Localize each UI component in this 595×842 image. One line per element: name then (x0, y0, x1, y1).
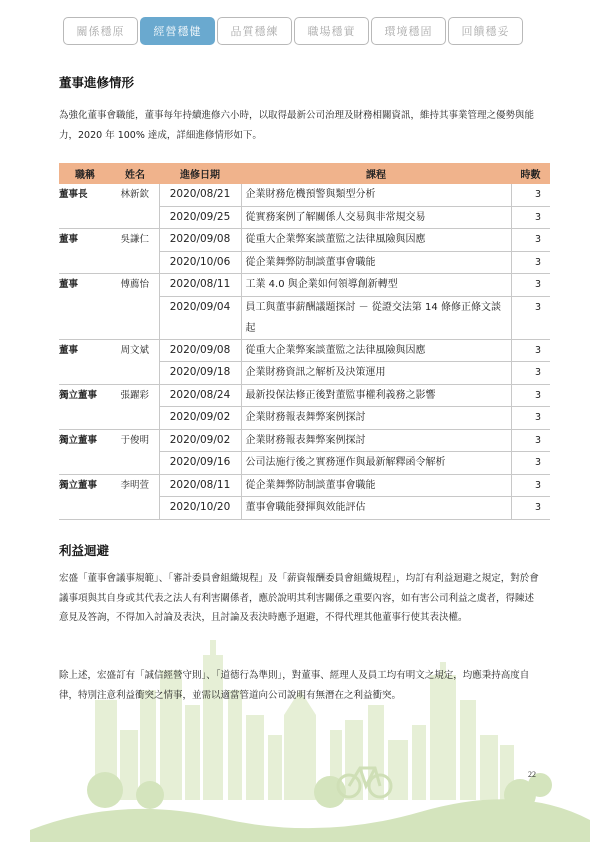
table-row (59, 407, 550, 430)
cell-course: 從重大企業弊案談董監之法律風險與因應 (241, 229, 511, 252)
cell-title (59, 497, 111, 520)
tab-operations[interactable]: 經營穩健 (140, 17, 215, 45)
table-row (59, 474, 550, 497)
cell-course: 企業財務報表舞弊案例探討 (241, 429, 511, 452)
cell-name: 吳謙仁 (111, 229, 159, 252)
cell-course: 公司法施行後之實務運作與最新解釋函令解析 (241, 452, 511, 475)
table-row (59, 274, 550, 297)
table-row (59, 497, 550, 520)
table-row (59, 429, 550, 452)
cell-date: 2020/09/04 (159, 296, 241, 339)
cell-hours: 3 (511, 296, 550, 339)
cell-date: 2020/08/21 (159, 184, 241, 206)
cell-title (59, 362, 111, 385)
cell-date: 2020/10/06 (159, 251, 241, 274)
cell-name (111, 497, 159, 520)
cell-name: 李明萱 (111, 474, 159, 497)
cell-hours: 3 (511, 206, 550, 229)
cell-name: 張躍彩 (111, 384, 159, 407)
cell-date: 2020/09/18 (159, 362, 241, 385)
tab-environment[interactable]: 環境穩固 (371, 17, 446, 45)
conflict-paragraph-1: 宏盛「董事會議事規範」、「審計委員會組織規程」及「薪資報酬委員會組織規程」，均訂有利益迴避之規定，對於會議事項與其自身或其代表之法人有利害關係者，應於說明其利害關係之重要內容，如有害公司利益之虞者，得陳述意見及答詢，不得加入討論及表決，且討論及表決時應予迴避，不得代理其他董事行使其表決權。 (59, 573, 539, 623)
cell-course: 企業財務危機預警與類型分析 (241, 184, 511, 206)
nav-tabs (63, 17, 523, 45)
cell-course: 從企業舞弊防制談董事會職能 (241, 474, 511, 497)
cell-name (111, 206, 159, 229)
cell-course: 員工與董事薪酬議題探討 － 從證交法第 14 條修正條文談起 (241, 296, 511, 339)
cell-name (111, 362, 159, 385)
cell-hours: 3 (511, 339, 550, 362)
cell-name (111, 407, 159, 430)
table-row (59, 251, 550, 274)
table-row (59, 184, 550, 206)
header-title: 職稱 (59, 163, 111, 184)
director-training-intro: 為強化董事會職能，董事每年持續進修六小時，以取得最新公司治理及財務相關資訊，維持其事業管理之優勢與能力，2020 年 100% 達成，詳細進修情形如下。 (59, 110, 535, 141)
table-row (59, 339, 550, 362)
cell-title: 董事 (59, 274, 111, 297)
cell-title: 獨立董事 (59, 429, 111, 452)
page-number: 22 (528, 770, 536, 779)
cell-course: 從實務案例了解關係人交易與非常規交易 (241, 206, 511, 229)
table-row (59, 206, 550, 229)
cell-hours: 3 (511, 497, 550, 520)
cell-date: 2020/09/02 (159, 429, 241, 452)
section-title-conflict-of-interest: 利益迴避 (59, 543, 110, 558)
cell-course: 工業 4.0 與企業如何領導創新轉型 (241, 274, 511, 297)
cell-course: 從重大企業弊案談董監之法律風險與因應 (241, 339, 511, 362)
tab-relations[interactable]: 關係穩原 (63, 17, 138, 45)
cell-date: 2020/08/24 (159, 384, 241, 407)
cell-date: 2020/08/11 (159, 474, 241, 497)
cell-title: 董事 (59, 339, 111, 362)
cell-title: 董事長 (59, 189, 88, 200)
cell-hours: 3 (511, 362, 550, 385)
cell-date: 2020/09/16 (159, 452, 241, 475)
section-title-director-training: 董事進修情形 (59, 75, 135, 90)
table-row (59, 296, 550, 339)
table-row (59, 362, 550, 385)
cell-name (111, 296, 159, 339)
conflict-paragraph-2: 除上述，宏盛訂有「誠信經營守則」、「道德行為準則」，對董事、經理人及員工均有明文之規定，均應秉持高度自律，特別注意利益衝突之情事，並需以適當管道向公司說明有無潛在之利益衝突。 (59, 670, 530, 701)
cell-course: 從企業舞弊防制談董事會職能 (241, 251, 511, 274)
cell-date: 2020/09/02 (159, 407, 241, 430)
cell-title (59, 452, 111, 475)
cell-name (111, 452, 159, 475)
cell-hours: 3 (511, 184, 550, 206)
cell-hours: 3 (511, 407, 550, 430)
cell-title: 董事 (59, 229, 111, 252)
cell-title (59, 407, 111, 430)
cell-name: 周文斌 (111, 339, 159, 362)
table-header-row (59, 163, 550, 184)
cell-hours: 3 (511, 274, 550, 297)
cell-hours: 3 (511, 229, 550, 252)
cell-course: 企業財務報表舞弊案例探討 (241, 407, 511, 430)
cell-date: 2020/10/20 (159, 497, 241, 520)
cell-hours: 3 (511, 474, 550, 497)
cell-course: 董事會職能發揮與效能評估 (241, 497, 511, 520)
cell-title: 獨立董事 (59, 384, 111, 407)
header-course: 課程 (241, 163, 511, 184)
cell-hours: 3 (511, 251, 550, 274)
cell-date: 2020/08/11 (159, 274, 241, 297)
cell-hours: 3 (511, 452, 550, 475)
cell-hours: 3 (511, 429, 550, 452)
cell-name: 傅薦怡 (111, 274, 159, 297)
table-row (59, 384, 550, 407)
tab-workplace[interactable]: 職場穩實 (294, 17, 369, 45)
header-name: 姓名 (111, 163, 159, 184)
table-row (59, 229, 550, 252)
director-training-table (59, 163, 550, 520)
cell-title (59, 251, 111, 274)
table-row (59, 452, 550, 475)
cell-title (59, 296, 111, 339)
cell-title: 獨立董事 (59, 474, 111, 497)
cell-date: 2020/09/08 (159, 229, 241, 252)
header-hours: 時數 (511, 163, 550, 184)
cell-hours: 3 (511, 384, 550, 407)
cell-name: 林新欽 (120, 189, 149, 200)
cell-name: 于俊明 (111, 429, 159, 452)
cell-course: 企業財務資訊之解析及決策運用 (241, 362, 511, 385)
tab-community[interactable]: 回饋穩妥 (448, 17, 523, 45)
tab-quality[interactable]: 品質穩練 (217, 17, 292, 45)
cell-course: 最新投保法修正後對董監事權利義務之影響 (241, 384, 511, 407)
cell-date: 2020/09/25 (159, 206, 241, 229)
cell-title (59, 206, 111, 229)
cell-name (111, 251, 159, 274)
cell-date: 2020/09/08 (159, 339, 241, 362)
header-date: 進修日期 (159, 163, 241, 184)
